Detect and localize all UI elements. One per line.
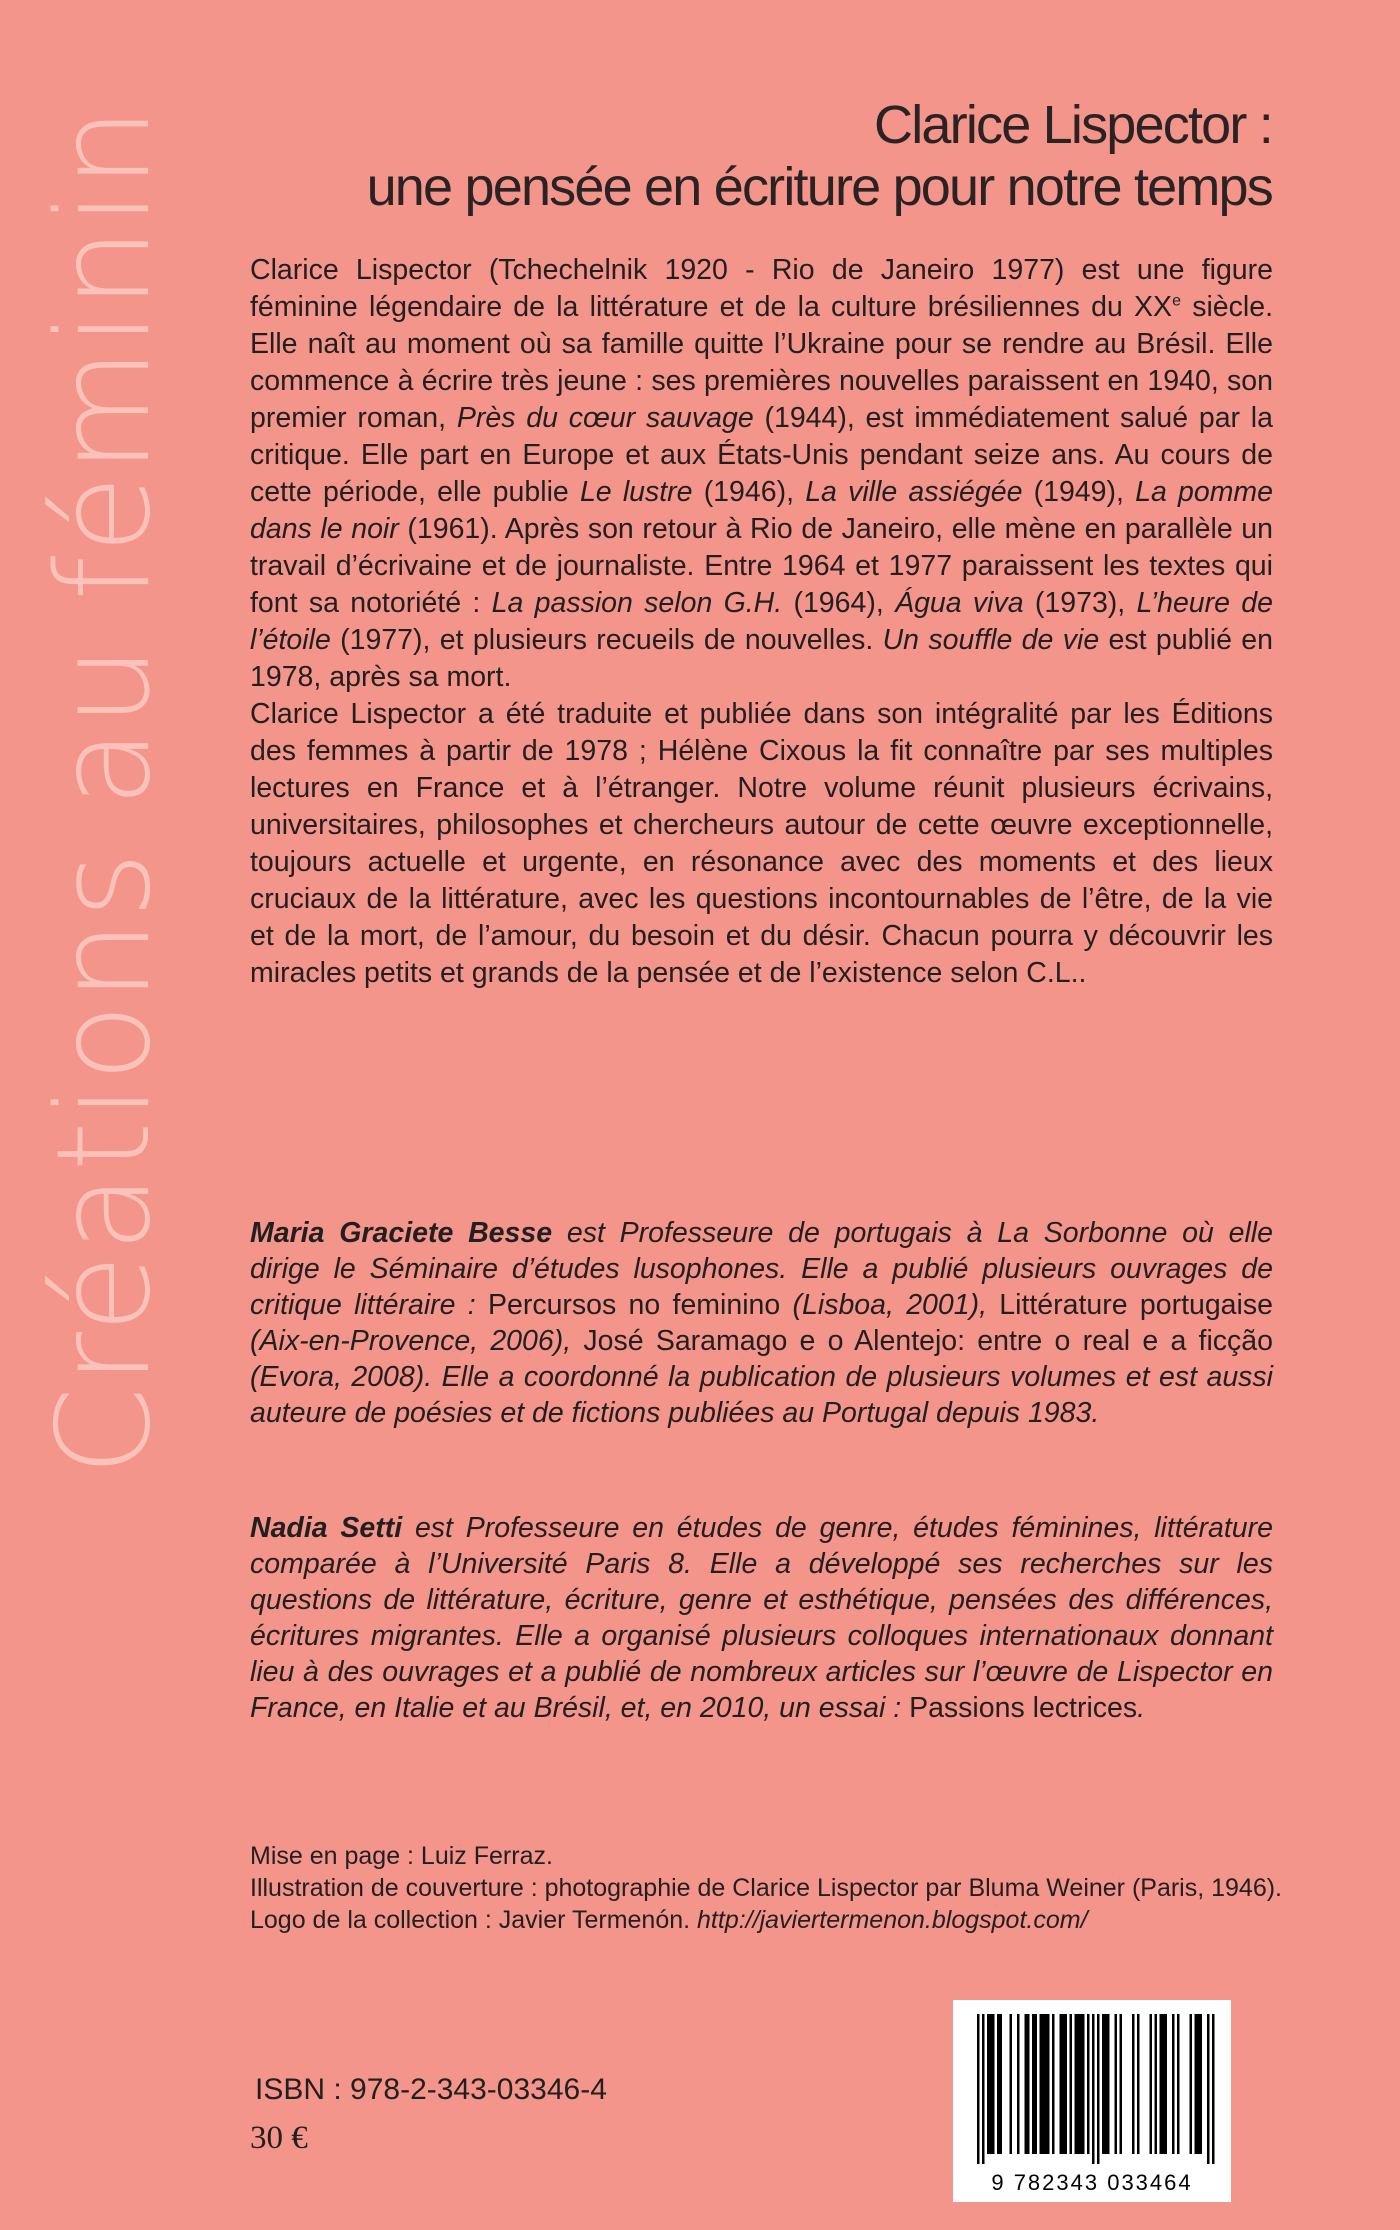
- barcode-digits: 9 782343 033464: [991, 2170, 1193, 2195]
- barcode-bar: [1045, 2014, 1048, 2154]
- barcode-bar: [1082, 2014, 1085, 2154]
- barcode-bar: [1010, 2014, 1013, 2154]
- barcode-bar: [1065, 2014, 1068, 2154]
- book-title-ref: L’heure de l’étoile: [250, 587, 1273, 656]
- barcode-bar: [1075, 2014, 1078, 2154]
- barcode: [953, 2000, 1231, 2202]
- isbn: ISBN : 978-2-343-03346-4: [255, 2073, 607, 2106]
- summary: [250, 252, 1273, 992]
- barcode-bar: [1035, 2014, 1038, 2154]
- barcode-bar: [990, 2014, 993, 2154]
- collection-url: http://javiertermenon.blogspot.com/: [697, 1906, 1088, 1934]
- credit-logo: Logo de la collection : Javier Termenón. http://javiertermenon.blogspot.com/: [250, 1906, 1088, 1934]
- barcode-bar: [1102, 2014, 1105, 2154]
- barcode-bar: [1080, 2014, 1083, 2154]
- barcode-bar: [1197, 2014, 1200, 2154]
- barcode-bar: [1052, 2014, 1055, 2154]
- barcode-bar: [1162, 2014, 1165, 2154]
- author-name: Nadia Setti: [250, 1512, 403, 1544]
- barcode-bar: [997, 2014, 1000, 2154]
- book-title-ref: La pomme dans le noir: [250, 476, 1274, 545]
- barcode-bar: [1077, 2014, 1080, 2154]
- barcode-bar: [982, 2014, 985, 2164]
- book-title-ref: La passion selon G.H.: [491, 587, 783, 619]
- barcode-bar: [1070, 2014, 1073, 2154]
- barcode-bar: [1087, 2014, 1090, 2154]
- barcode-bar: [1017, 2014, 1020, 2154]
- barcode-bar: [1150, 2014, 1153, 2154]
- barcode-bar: [1132, 2014, 1135, 2154]
- barcode-bar: [1107, 2014, 1110, 2154]
- book-title-ref: La ville assiégée: [805, 476, 1023, 508]
- credit-illustration: Illustration de couverture : photographie de Clarice Lispector par Bluma Weiner (Paris, 1946).: [250, 1874, 1283, 1902]
- book-title-ref: Água viva: [895, 587, 1024, 619]
- barcode-bar: [1172, 2014, 1175, 2154]
- barcode-bar: [1177, 2014, 1180, 2154]
- credit-layout: Mise en page : Luiz Ferraz.: [250, 1842, 553, 1870]
- author-name: Maria Graciete Besse: [250, 1217, 553, 1249]
- author-bio-besse: Maria Graciete Besse est Professeure de portugais à La Sorbonne où elle dirige le Séminaire d’études lusophones. Elle a publié plusieurs ouvrages de critique littéraire : Percursos no feminino (Lisboa, 2001), Littérature portugaise (Aix-en-Provence, 2006), José Saramago e o Alentejo: entre o real e a ficção (Evora, 2008). Elle a coordonné la publication de plusieurs volumes et est aussi auteure de poésies et de fictions publiées au Portugal depuis 1983.: [250, 1217, 1273, 1429]
- barcode-bar: [1000, 2014, 1003, 2154]
- book-title-line2: une pensée en écriture pour notre temps: [366, 157, 1272, 217]
- barcode-bar: [1200, 2014, 1203, 2154]
- barcode-bar: [1060, 2014, 1063, 2154]
- barcode-bar: [992, 2014, 995, 2154]
- barcode-bar: [1212, 2014, 1215, 2164]
- barcode-bar: [1207, 2014, 1210, 2164]
- barcode-bar: [1097, 2014, 1100, 2164]
- barcode-bar: [1027, 2014, 1030, 2154]
- author-bio-setti: Nadia Setti est Professeure en études de genre, études féminines, littérature comparée à l’Université Paris 8. Elle a développé ses recherches sur les questions de littérature, écriture, genre et esthétique, pensées des différences, écritures migrantes. Elle a organisé plusieurs colloques internationaux donnant lieu à des ouvrages et a publié de nombreux articles sur l’œuvre de Lispector en France, en Italie et au Brésil, et, en 2010, un essai : Passions lectrices.: [250, 1512, 1273, 1724]
- barcode-bar: [1092, 2014, 1095, 2164]
- barcode-bar: [1040, 2014, 1043, 2154]
- barcode-bar: [1042, 2014, 1045, 2154]
- barcode-bar: [1115, 2014, 1118, 2154]
- barcode-bar: [987, 2014, 990, 2154]
- barcode-bar: [1105, 2014, 1108, 2154]
- barcode-bar: [1137, 2014, 1140, 2154]
- barcode-bar: [1062, 2014, 1065, 2154]
- credits: [250, 1840, 1290, 1936]
- book-title-ref: Près du cœur sauvage: [456, 402, 754, 434]
- barcode-bar: [1032, 2014, 1035, 2154]
- book-title-ref: Le lustre: [579, 476, 693, 508]
- barcode-bar: [1047, 2014, 1050, 2154]
- summary-paragraph-1: Clarice Lispector (Tchechelnik 1920 - Rio de Janeiro 1977) est une figure féminine légendaire de la littérature et de la culture brésiliennes du XXe siècle. Elle naît au moment où sa famille quitte l’Ukraine pour se rendre au Brésil. Elle commence à écrire très jeune : ses premières nouvelles paraissent en 1940, son premier roman, Près du cœur sauvage (1944), est immédiatement salué par la critique. Elle part en Europe et aux États-Unis pendant seize ans. Au cours de cette période, elle publie Le lustre (1946), La ville assiégée (1949), La pomme dans le noir (1961). Après son retour à Rio de Janeiro, elle mène en parallèle un travail d’écrivaine et de journaliste. Entre 1964 et 1977 paraissent les textes qui font sa notoriété : La passion selon G.H. (1964), Água viva (1973), L’heure de l’étoile (1977), et plusieurs recueils de nouvelles. Un souffle de vie est publié en 1978, après sa mort.: [250, 254, 1274, 693]
- barcode-bar: [1155, 2014, 1158, 2154]
- barcode-bar: [1195, 2014, 1198, 2154]
- collection-name: Créations au féminin: [30, 104, 180, 1476]
- summary-paragraph-2: Clarice Lispector a été traduite et publiée dans son intégralité par les Éditions des femmes à partir de 1978 ; Hélène Cixous la fit connaître par ses multiples lectures en France et à l’étranger. Notre volume réunit plusieurs écrivains, universitaires, philosophes et chercheurs autour de cette œuvre exceptionnelle, toujours actuelle et urgente, en résonance avec des moments et des lieux cruciaux de la littérature, avec les questions incontournables de l’être, de la vie et de la mort, de l’amour, du besoin et du désir. Chacun pourra y découvrir les miracles petits et grands de la pensée et de l’existence selon C.L..: [250, 698, 1273, 989]
- barcode-bar: [1025, 2014, 1028, 2154]
- price: 30 €: [250, 2120, 308, 2156]
- barcode-bar: [1165, 2014, 1168, 2154]
- barcode-bar: [977, 2014, 980, 2164]
- barcode-bar: [1120, 2014, 1123, 2154]
- collection-name-vertical: [30, 60, 180, 1520]
- barcode-bar: [1160, 2014, 1163, 2154]
- barcode-bar: [1190, 2014, 1193, 2154]
- book-title-line1: Clarice Lispector :: [874, 95, 1272, 155]
- book-title: [367, 94, 1272, 218]
- book-title-ref: Un souffle de vie: [882, 624, 1100, 656]
